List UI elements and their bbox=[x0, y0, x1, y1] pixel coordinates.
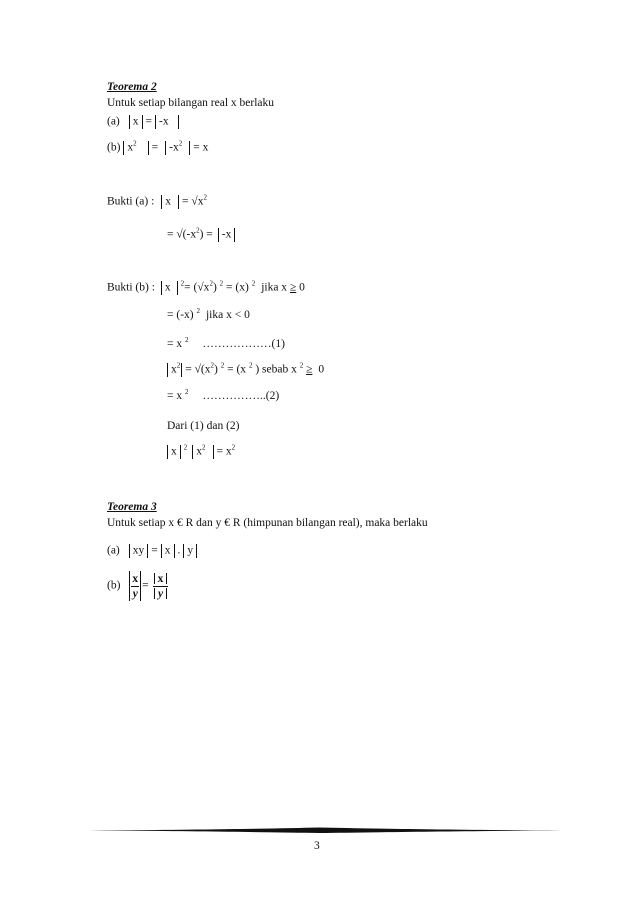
bukti-b-line-4 bbox=[167, 363, 324, 377]
equals: = bbox=[151, 544, 158, 557]
teorema-2-statement-b bbox=[107, 141, 208, 155]
sqrt-neg-x-close: ) = bbox=[199, 228, 213, 241]
exponent: 2 bbox=[248, 361, 253, 370]
equals: = bbox=[151, 141, 159, 154]
var-x: x bbox=[164, 281, 171, 294]
teorema-3-statement-b bbox=[107, 571, 168, 601]
dot: . bbox=[177, 544, 181, 557]
exponent: 2 bbox=[203, 193, 207, 202]
exponent: 2 bbox=[202, 443, 206, 452]
exponent: 2 bbox=[251, 279, 256, 288]
neg-x: -x bbox=[169, 141, 179, 154]
var-x: x bbox=[127, 141, 134, 154]
bukti-b-line-7 bbox=[167, 445, 235, 459]
footer-divider bbox=[76, 826, 562, 834]
bukti-b-line-1 bbox=[107, 281, 305, 295]
condition: ) sebab x bbox=[255, 363, 297, 376]
page-number: 3 bbox=[314, 840, 320, 852]
fraction-abs-x-over-abs-y bbox=[153, 573, 169, 600]
condition: jika x < 0 bbox=[205, 309, 250, 321]
bukti-b-line-2 bbox=[167, 307, 250, 322]
equals: = bbox=[216, 445, 223, 458]
bukti-b-label: Bukti (b) : bbox=[107, 281, 155, 294]
exponent: 2 bbox=[220, 361, 225, 370]
exponent: 2 bbox=[176, 361, 181, 370]
x-squared-eq: = x bbox=[167, 390, 183, 402]
zero: 0 bbox=[299, 281, 305, 294]
exponent: 2 bbox=[180, 279, 185, 288]
exponent: 2 bbox=[231, 443, 236, 452]
var-x: x bbox=[171, 445, 177, 458]
zero: 0 bbox=[318, 363, 325, 376]
teorema-2-title: Teorema 2 bbox=[107, 81, 157, 93]
teorema-3-statement-a bbox=[107, 544, 200, 558]
var-x: x bbox=[164, 544, 171, 557]
label-b: (b) bbox=[107, 141, 121, 154]
exponent: 2 bbox=[133, 139, 137, 148]
exponent: 2 bbox=[196, 307, 200, 315]
var-x: x bbox=[157, 572, 164, 585]
bukti-a-line-1 bbox=[107, 195, 207, 209]
sqrt-x2: = √(x bbox=[185, 363, 211, 376]
condition: jika x bbox=[261, 281, 288, 294]
var-xy: xy bbox=[132, 544, 145, 557]
var-y: y bbox=[157, 587, 164, 600]
x-paren-open: = (x bbox=[227, 363, 247, 376]
sqrt-neg-x-open: = √(-x bbox=[167, 228, 197, 241]
var-y: y bbox=[187, 544, 194, 557]
var-x: x bbox=[196, 445, 202, 458]
neg-x-paren: = (-x) bbox=[167, 309, 194, 321]
exponent: 2 bbox=[299, 361, 304, 370]
ref-1: ………………(1) bbox=[202, 338, 285, 350]
equals: = bbox=[145, 115, 153, 128]
exponent: 2 bbox=[210, 361, 215, 370]
var-x: x bbox=[171, 363, 177, 376]
exponent: 2 bbox=[219, 279, 224, 288]
label-a: (a) bbox=[107, 544, 120, 557]
fraction-x-over-y: $\frac{x}{y}$ bbox=[132, 572, 139, 600]
exponent: 2 bbox=[178, 139, 183, 148]
bukti-a-line-2 bbox=[167, 228, 238, 242]
var-x: x bbox=[165, 195, 172, 208]
close-paren: ) bbox=[212, 281, 217, 294]
ref-2: ……………..(2) bbox=[202, 390, 280, 402]
equals: = bbox=[142, 579, 149, 592]
label-a: (a) bbox=[107, 115, 120, 128]
exponent: 2 bbox=[209, 279, 213, 288]
ge-sign: ≥ bbox=[306, 363, 313, 376]
bukti-b-line-5 bbox=[167, 388, 280, 403]
x-squared-eq: = x bbox=[167, 338, 183, 350]
equals: = bbox=[193, 141, 200, 154]
neg-x: -x bbox=[159, 115, 169, 128]
label-b: (b) bbox=[107, 579, 121, 592]
close-paren: ) bbox=[214, 363, 218, 376]
var-x: x bbox=[197, 195, 204, 208]
var-x: x bbox=[225, 445, 232, 458]
teorema-3-title: Teorema 3 bbox=[107, 501, 157, 513]
neg-x: -x bbox=[221, 228, 232, 241]
teorema-2-intro: Untuk setiap bilangan real x berlaku bbox=[107, 97, 275, 109]
x-paren: = (x) bbox=[226, 281, 249, 294]
exponent: 2 bbox=[183, 443, 188, 452]
bukti-a-label: Bukti (a) : bbox=[107, 195, 155, 208]
exponent: 2 bbox=[185, 388, 189, 396]
bukti-b-line-3 bbox=[167, 336, 285, 351]
var-x: x bbox=[132, 115, 139, 128]
exponent: 2 bbox=[196, 226, 200, 235]
equals: = bbox=[182, 195, 189, 208]
exponent: 2 bbox=[185, 336, 189, 344]
teorema-3-intro: Untuk setiap x € R dan y € R (himpunan bilangan real), maka berlaku bbox=[107, 517, 428, 529]
sqrt-x-squared: = (√x bbox=[184, 281, 210, 294]
teorema-2-statement-a bbox=[107, 115, 182, 129]
var-x: x bbox=[202, 141, 209, 154]
ge-sign: ≥ bbox=[289, 281, 297, 294]
bukti-b-line-6: Dari (1) dan (2) bbox=[167, 420, 240, 432]
sqrt-sign: √ bbox=[191, 195, 198, 208]
